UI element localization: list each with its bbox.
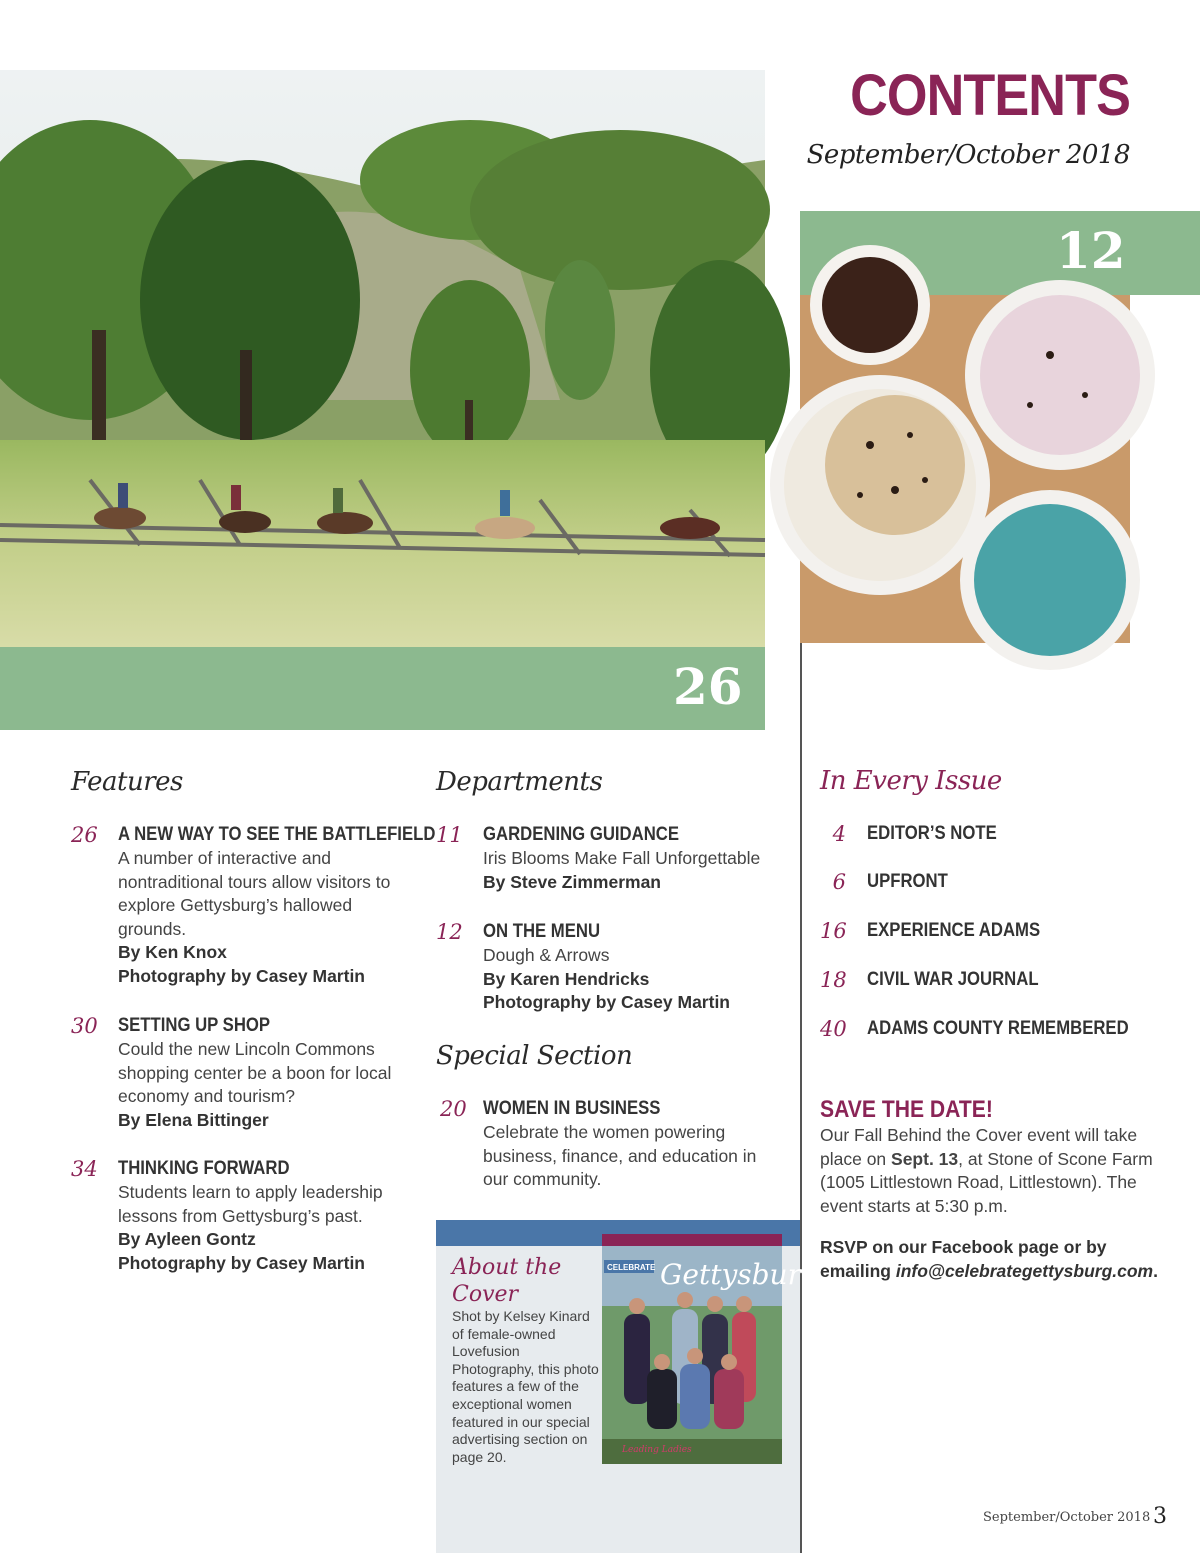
feature-byline: By Elena Bittinger (118, 1109, 269, 1130)
feature-description: A number of interactive and nontraditional tours allow visitors to explore Gettysburg’s hallowed grounds. (118, 848, 391, 939)
magazine-cover-thumbnail[interactable] (602, 1234, 819, 1464)
department-description: Iris Blooms Make Fall Unforgettable (483, 848, 761, 868)
feature-description: Students learn to apply leadership lessons from Gettysburg’s past. (118, 1182, 383, 1226)
about-cover-text: Shot by Kelsey Kinard of female-owned Lovefusion Photography, this photo features a few of the exceptional women featured in our special advertising section on page 20. (452, 1308, 599, 1465)
every-issue-page-number: 40 (820, 1017, 847, 1041)
photo-page-number: 26 (673, 657, 743, 716)
about-cover-heading: About the Cover (452, 1255, 562, 1307)
every-issue-title: EDITOR’S NOTE (867, 823, 997, 844)
magazine-leading-ladies: Leading Ladies (622, 1445, 692, 1455)
every-issue-heading: In Every Issue (820, 766, 1002, 796)
issue-date: September/October 2018 (806, 140, 1130, 170)
save-the-date-heading: SAVE THE DATE! (820, 1096, 993, 1123)
feature-title: SETTING UP SHOP (118, 1015, 271, 1036)
feature-title: A NEW WAY TO SEE THE BATTLEFIELD (118, 824, 436, 845)
battlefield-photo-illustration (0, 70, 765, 648)
department-page-number: 12 (436, 920, 463, 944)
departments-heading: Departments (436, 767, 603, 797)
save-the-date-text (820, 1124, 1165, 1218)
feature-byline: By Ayleen Gontz (118, 1229, 256, 1249)
battlefield-photo-band (0, 647, 765, 730)
department-description: Dough & Arrows (483, 945, 610, 965)
save-text-part: , at Stone of Scone Farm (1005 Littlestown Road, Littlestown). The event starts at 5:30 p.m. (820, 1148, 1153, 1216)
magazine-title: Gettysburg (660, 1258, 819, 1291)
every-issue-title: EXPERIENCE ADAMS (867, 920, 1041, 941)
rsvp-email-link[interactable]: info@celebrategettysburg.com (895, 1260, 1154, 1281)
save-text-date: Sept. 13 (891, 1148, 959, 1169)
save-text-part: Our Fall Behind the Cover event will take place on (820, 1125, 1138, 1169)
every-issue-title: CIVIL WAR JOURNAL (867, 969, 1039, 990)
feature-title: THINKING FORWARD (118, 1158, 290, 1179)
department-page-number: 11 (436, 823, 463, 847)
rsvp-end: . (1153, 1260, 1158, 1281)
special-title: WOMEN IN BUSINESS (483, 1098, 661, 1119)
column-divider (800, 643, 802, 1553)
special-section-heading: Special Section (436, 1041, 633, 1071)
feature-description: Could the new Lincoln Commons shopping center be a boon for local economy and tourism? (118, 1039, 392, 1106)
feature-page-number: 34 (71, 1157, 98, 1181)
department-title: ON THE MENU (483, 921, 601, 942)
feature-photo-credit: Photography by Casey Martin (118, 1252, 365, 1273)
footer-page-number: 3 (1153, 1504, 1167, 1529)
ice-cream-photo (800, 295, 1130, 643)
ice-cream-photo-illustration (800, 295, 1130, 643)
every-issue-title: ADAMS COUNTY REMEMBERED (867, 1018, 1129, 1039)
every-issue-title: UPFRONT (867, 871, 948, 892)
special-page-number: 20 (440, 1097, 467, 1121)
rsvp-label: RSVP on our Facebook page or by emailing (820, 1237, 1107, 1281)
every-issue-page-number: 18 (820, 968, 847, 992)
every-issue-page-number: 16 (820, 919, 847, 943)
department-title: GARDENING GUIDANCE (483, 824, 680, 845)
department-photo-credit: Photography by Casey Martin (483, 992, 730, 1012)
battlefield-photo (0, 70, 765, 648)
features-heading: Features (71, 767, 183, 797)
feature-photo-credit: Photography by Casey Martin (118, 965, 365, 986)
rsvp-text (820, 1236, 1165, 1283)
feature-page-number: 26 (71, 823, 98, 847)
every-issue-page-number: 6 (832, 870, 846, 894)
magazine-cover-illustration (602, 1234, 819, 1464)
page-title: CONTENTS (850, 63, 1130, 128)
department-byline: By Karen Hendricks (483, 968, 650, 989)
footer-issue-date: September/October 2018 (983, 1510, 1151, 1525)
feature-page-number: 30 (71, 1014, 98, 1038)
photo-page-number: 12 (1056, 221, 1126, 280)
department-byline: By Steve Zimmerman (483, 871, 661, 892)
every-issue-page-number: 4 (832, 822, 846, 846)
special-description: Celebrate the women powering business, finance, and education in our community. (483, 1122, 757, 1189)
feature-byline: By Ken Knox (118, 942, 227, 962)
magazine-celebrate: CELEBRATE (607, 1263, 656, 1272)
